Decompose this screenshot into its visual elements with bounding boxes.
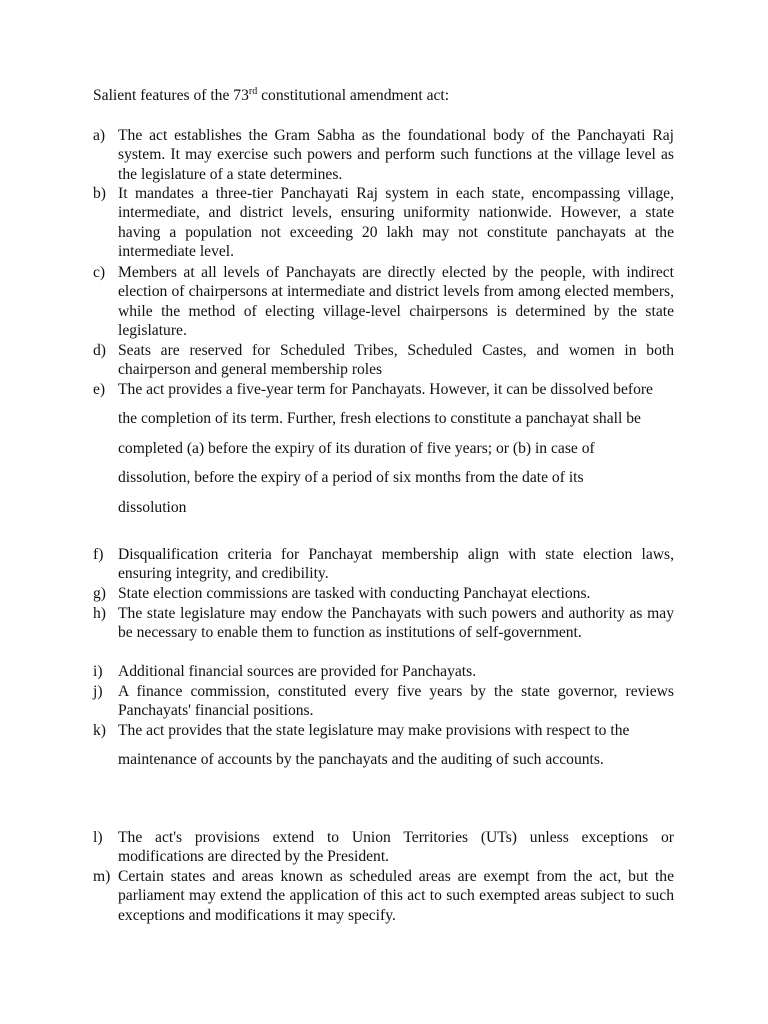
list-item-text: It mandates a three-tier Panchayati Raj system in each state, encompassing village, intermediate, and district levels, ensuring uniformity nationwide. However, a state having a population not exceeding 20 lakh may not constitute panchayats at the intermediate level. xyxy=(118,185,674,260)
list-item-text: The state legislature may endow the Panchayats with such powers and authority as may be necessary to enable them to function as institutions of self-government. xyxy=(118,605,674,642)
list-item-text: Members at all levels of Panchayats are directly elected by the people, with indirect election of chairpersons at intermediate and district levels from among elected members, while the method of electing village-level chairpersons is determined by the state legislature. xyxy=(118,264,674,339)
list-item-text: Seats are reserved for Scheduled Tribes, Scheduled Castes, and women in both chairperson and general membership roles xyxy=(118,342,674,379)
list-item-a xyxy=(93,126,674,184)
list-marker: j) xyxy=(93,683,103,700)
list-marker: e) xyxy=(93,381,106,398)
heading-suffix: constitutional amendment act: xyxy=(257,87,450,104)
list-marker: m) xyxy=(93,868,111,885)
document-heading xyxy=(93,86,449,106)
list-marker: f) xyxy=(93,546,104,563)
list-item-e xyxy=(93,375,653,522)
list-marker: c) xyxy=(93,264,106,281)
list-item-f xyxy=(93,545,674,584)
list-marker: l) xyxy=(93,829,103,846)
list-item-b xyxy=(93,184,674,261)
list-item-d xyxy=(93,341,674,380)
list-marker: k) xyxy=(93,722,106,739)
heading-prefix: Salient features of the 73 xyxy=(93,87,249,104)
list-item-text: Disqualification criteria for Panchayat membership align with state election laws, ensuring integrity, and credibility. xyxy=(118,546,674,583)
list-item-text: Certain states and areas known as scheduled areas are exempt from the act, but the parliament may extend the application of this act to such exempted areas subject to such exceptions and modifications it may specify. xyxy=(118,868,674,924)
list-item-text: State election commissions are tasked with conducting Panchayat elections. xyxy=(118,585,591,602)
list-item-m xyxy=(93,867,674,925)
list-item-text: The act's provisions extend to Union Territories (UTs) unless exceptions or modifications are directed by the President. xyxy=(118,829,674,866)
list-item-k xyxy=(93,716,653,775)
list-item-g xyxy=(93,584,674,603)
list-item-c xyxy=(93,263,674,340)
list-marker: g) xyxy=(93,585,106,602)
list-item-i xyxy=(93,662,674,681)
list-item-text: The act provides that the state legislature may make provisions with respect to the maintenance of accounts by the panchayats and the auditing of such accounts. xyxy=(118,722,630,769)
list-item-text: The act provides a five-year term for Panchayats. However, it can be dissolved before the completion of its term. Further, fresh elections to constitute a panchayat shall be completed (a) before the expiry of its duration of five years; or (b) in case of dissolution, before the expiry of a period of six months from the date of its dissolution xyxy=(118,381,653,516)
list-item-l xyxy=(93,828,674,867)
list-item-j xyxy=(93,682,674,721)
list-item-text: A finance commission, constituted every five years by the state governor, reviews Panchayats' financial positions. xyxy=(118,683,674,720)
list-item-text: Additional financial sources are provided for Panchayats. xyxy=(118,663,477,680)
list-item-h xyxy=(93,604,674,643)
list-marker: i) xyxy=(93,663,103,680)
list-marker: d) xyxy=(93,342,106,359)
list-marker: b) xyxy=(93,185,106,202)
list-item-text: The act establishes the Gram Sabha as the foundational body of the Panchayati Raj system. It may exercise such powers and perform such functions at the village level as the legislature of a state determines. xyxy=(118,127,674,183)
heading-superscript: rd xyxy=(248,86,258,97)
list-marker: h) xyxy=(93,605,106,622)
list-marker: a) xyxy=(93,127,106,144)
